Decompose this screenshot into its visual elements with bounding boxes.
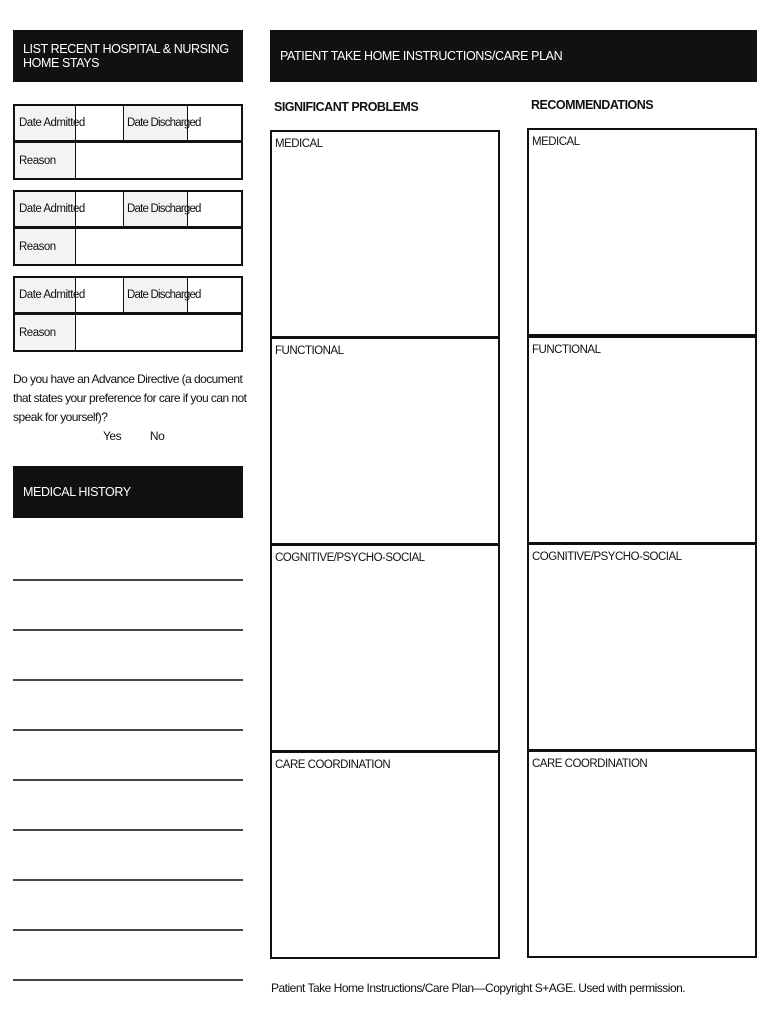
reason-label: Reason: [15, 315, 76, 350]
reason-label: Reason: [15, 143, 76, 178]
recommendations-functional-box[interactable]: [527, 336, 757, 544]
reason-field[interactable]: [76, 315, 241, 350]
date-discharged-label: Date Discharged: [124, 278, 188, 312]
date-admitted-field[interactable]: [76, 106, 124, 140]
medical-history-header: [13, 466, 243, 518]
problems-care-coordination-box[interactable]: [270, 751, 500, 959]
date-discharged-field[interactable]: [188, 278, 241, 312]
date-discharged-field[interactable]: [188, 106, 241, 140]
date-admitted-field[interactable]: [76, 278, 124, 312]
problems-cognitive-label: COGNITIVE/PSYCHO-SOCIAL: [275, 552, 425, 564]
recommendations-care-coordination-box[interactable]: [527, 750, 757, 958]
hospital-stays-header-text: LIST RECENT HOSPITAL & NURSING HOME STAYS: [23, 42, 229, 70]
date-admitted-label: Date Admitted: [15, 278, 76, 312]
date-admitted-label: Date Admitted: [15, 192, 76, 226]
care-plan-header: [270, 30, 757, 82]
problems-functional-label: FUNCTIONAL: [275, 345, 344, 357]
reason-field[interactable]: [76, 229, 241, 264]
date-discharged-label: Date Discharged: [124, 192, 188, 226]
medical-history-line[interactable]: [13, 929, 243, 931]
medical-history-line[interactable]: [13, 579, 243, 581]
advance-directive-options: [103, 429, 190, 443]
date-discharged-label: Date Discharged: [124, 106, 188, 140]
medical-history-line[interactable]: [13, 629, 243, 631]
problems-functional-box[interactable]: [270, 337, 500, 545]
care-plan-header-text: PATIENT TAKE HOME INSTRUCTIONS/CARE PLAN: [280, 49, 563, 63]
problems-cognitive-box[interactable]: [270, 544, 500, 752]
medical-history-header-text: MEDICAL HISTORY: [23, 485, 131, 499]
recommendations-cognitive-box[interactable]: [527, 543, 757, 751]
date-admitted-field[interactable]: [76, 192, 124, 226]
yes-option[interactable]: Yes: [103, 429, 122, 443]
medical-history-line[interactable]: [13, 979, 243, 981]
stay-entry-2: [13, 190, 243, 266]
medical-history-line[interactable]: [13, 729, 243, 731]
date-discharged-field[interactable]: [188, 192, 241, 226]
recommendations-title: RECOMMENDATIONS: [531, 98, 654, 112]
reason-label: Reason: [15, 229, 76, 264]
problems-medical-label: MEDICAL: [275, 138, 323, 150]
medical-history-line[interactable]: [13, 679, 243, 681]
date-admitted-label: Date Admitted: [15, 106, 76, 140]
medical-history-line[interactable]: [13, 879, 243, 881]
hospital-stays-header: [13, 30, 243, 82]
medical-history-line[interactable]: [13, 829, 243, 831]
stay-entry-3: [13, 276, 243, 352]
problems-care-coordination-label: CARE COORDINATION: [275, 759, 391, 771]
medical-history-line[interactable]: [13, 779, 243, 781]
reason-field[interactable]: [76, 143, 241, 178]
advance-directive-question: Do you have an Advance Directive (a document that states your preference for care if you can not speak for yourself)?: [13, 372, 247, 424]
copyright-footer: Patient Take Home Instructions/Care Plan—Copyright S+AGE. Used with permission.: [271, 981, 686, 995]
no-option[interactable]: No: [149, 429, 165, 443]
recommendations-functional-label: FUNCTIONAL: [532, 344, 601, 356]
significant-problems-title: SIGNIFICANT PROBLEMS: [274, 100, 419, 114]
recommendations-medical-label: MEDICAL: [532, 136, 580, 148]
recommendations-cognitive-label: COGNITIVE/PSYCHO-SOCIAL: [532, 551, 682, 563]
stay-entry-1: [13, 104, 243, 180]
recommendations-care-coordination-label: CARE COORDINATION: [532, 758, 648, 770]
problems-medical-box[interactable]: [270, 130, 500, 338]
recommendations-medical-box[interactable]: [527, 128, 757, 336]
